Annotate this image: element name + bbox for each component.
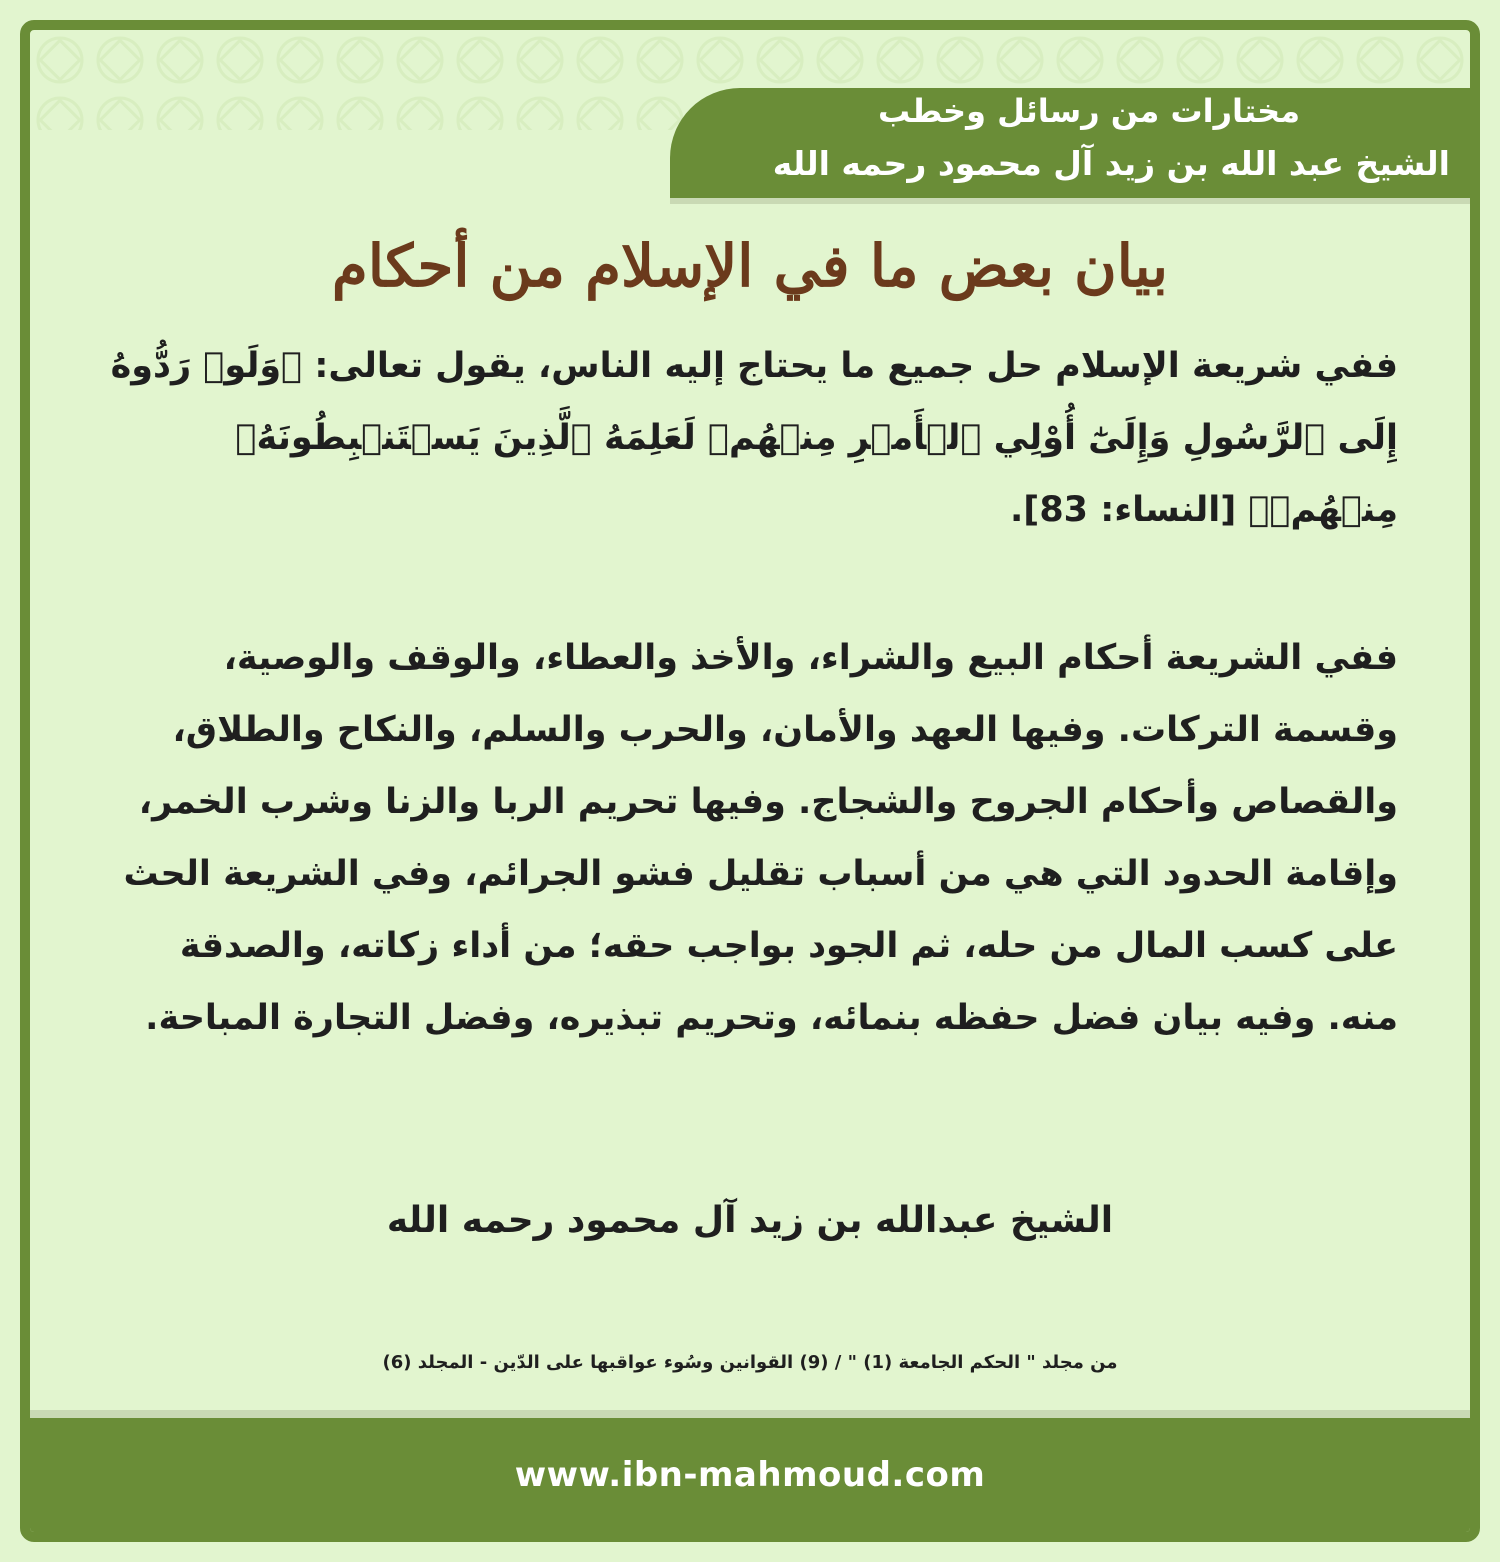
page-title: بيان بعض ما في الإسلام من أحكام bbox=[331, 232, 1169, 300]
series-title: مختارات من رسائل وخطب bbox=[877, 92, 1300, 130]
author-name-header: الشيخ عبد الله بن زيد آل محمود رحمه الله bbox=[772, 144, 1450, 183]
source-citation: من مجلد " الحكم الجامعة (1) " / (9) القوانين وسُوء عواقبها على الدّين - المجلد (6) bbox=[382, 1352, 1118, 1373]
footer-divider bbox=[30, 1410, 1470, 1418]
paragraph-sharia-rulings: ففي الشريعة أحكام البيع والشراء، والأخذ والعطاء، والوقف والوصية، وقسمة التركات. وفيها العهد والأمان، والحرب والسلم، والنكاح والطلاق، والقصاص وأحكام الجروح والشجاج. وفيها تحريم الربا والزنا وشرب الخمر، وإقامة الحدود التي هي من أسباب تقليل فشو الجرائم، وفي الشريعة الحث على كسب المال من حله، ثم الجود بواجب حقه؛ من أداء زكاته، والصدقة منه. وفيه بيان فضل حفظه بنمائه، وتحريم تبذيره، وفضل التجارة المباحة. bbox=[123, 638, 1398, 1038]
paragraph-quran-quote: ففي شريعة الإسلام حل جميع ما يحتاج إليه الناس، يقول تعالى: ﴿وَلَوۡ رَدُّوهُ إِلَى ٱلرَّسُولِ وَإِلَىٰٓ أُوْلِي ٱلۡأَمۡرِ مِنۡهُمۡ لَعَلِمَهُ ٱلَّذِينَ يَسۡتَنۢبِطُونَهُۥ مِنۡهُمۡ﴾ [النساء: 83]. bbox=[110, 346, 1398, 530]
website-link[interactable]: www.ibn-mahmoud.com bbox=[514, 1455, 986, 1495]
article-card bbox=[20, 20, 1480, 1542]
footer-bar bbox=[30, 1418, 1470, 1532]
author-signature: الشيخ عبدالله بن زيد آل محمود رحمه الله bbox=[386, 1200, 1114, 1241]
